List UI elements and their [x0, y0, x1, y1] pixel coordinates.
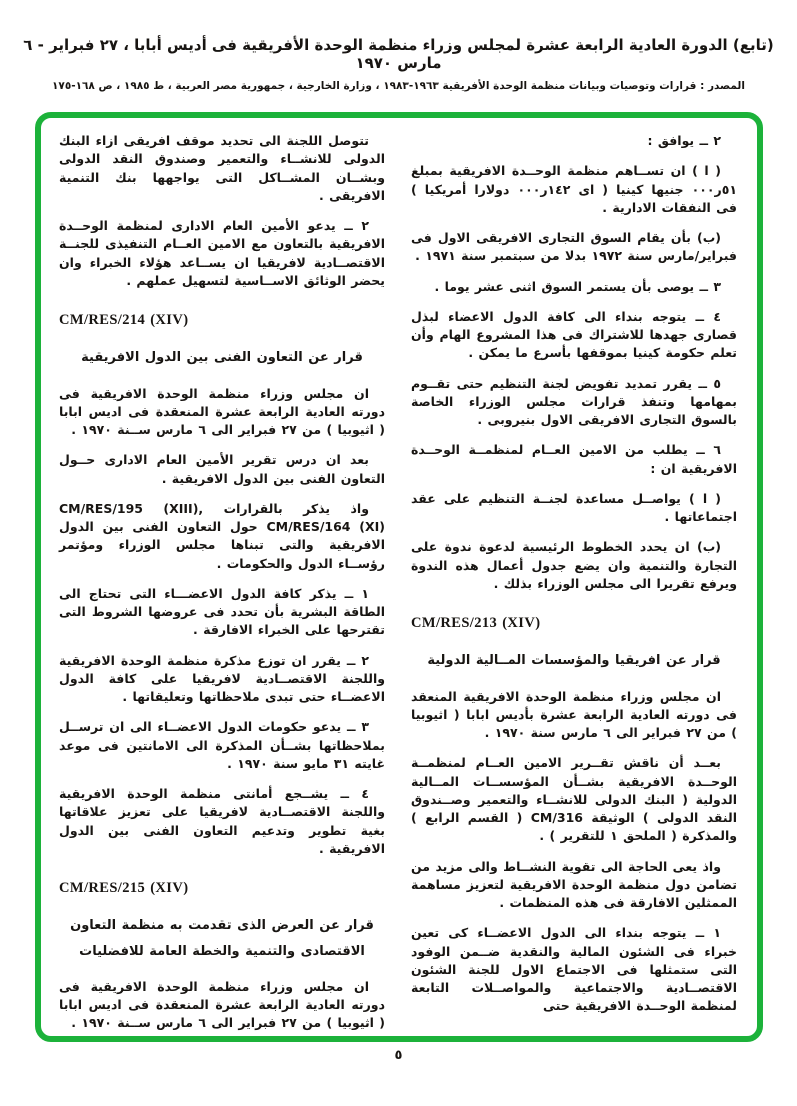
right-column — [411, 132, 737, 1028]
paragraph: ٤ ــ يتوجه بنداء الى كافة الدول الاعضاء لبذل قصارى جهدها للاشتراك فى هذا المشروع الهام وأن تعلم حكومة كينيا بموقفها بأسرع ما يمكن . — [411, 308, 737, 361]
paragraph: ٢ ــ يقرر ان توزع مذكرة منظمة الوحدة الافريقية واللجنة الاقتصــادية لافريقيا على كافة الدول الاعضــاء حتى تبدى ملاحظاتها وتعليقاتها . — [59, 652, 385, 704]
resolution-ref: CM/RES/214 (XIV) — [59, 312, 189, 328]
left-column — [59, 132, 385, 1031]
paragraph: واذ يذكر بالقرارات CM/RES/195 (XIII), CM/RES/164 (XI) حول التعاون الفنى بين الدول الافريقية والتى تبناها مجلس الوزراء ومؤتمر رؤســاء الدول والحكومات . — [59, 500, 385, 571]
paragraph: (ب) بأن يقام السوق التجارى الافريقى الاول فى فبراير/مارس سنة ١٩٧٢ بدلا من سبتمبر سنة ١٩٧١ . — [411, 230, 737, 264]
paragraph: ان مجلس وزراء منظمة الوحدة الافريقية فى دورته العادية الرابعة عشرة المنعقدة فى اديس ابابا ( اثيوبيا ) من ٢٧ فبراير الى ٦ مارس ســنة ١٩٧٠ . — [59, 385, 385, 437]
green-border-frame — [35, 112, 763, 1042]
paragraph: ٥ ــ يقرر تمديد تفويض لجنة التنظيم حتى تقــوم بمهامها وتنفذ قرارات مجلس الوزراء الخاصة بالسوق التجارى الافريقى الاول بنيروبى . — [411, 375, 737, 427]
page-number: ٥ — [394, 1048, 403, 1063]
resolution-ref: CM/RES/213 (XIV) — [411, 615, 541, 631]
resolution-ref: CM/RES/215 (XIV) — [59, 880, 189, 896]
paragraph: بعد ان درس تقرير الأمين العام الادارى حــول التعاون الفنى بين الدول الافريقية . — [59, 452, 385, 486]
paragraph: ٣ ــ يدعو حكومات الدول الاعضــاء الى ان ترســل بملاحظاتها بشــأن المذكرة الى الامانتين فى موعد غايته ٣١ مايو سنة ١٩٧٠ . — [59, 719, 385, 771]
paragraph: ٤ ــ يشــجع أمانتى منظمة الوحدة الافريقية واللجنة الاقتصــادية لافريقيا على تعزيز علاقاتها بغية تطوير وتدعيم التعاون الفنى بين الدول الافريقية . — [59, 786, 385, 856]
resolution-title: قرار عن العرض الذى تقدمت به منظمة التعاون الاقتصادى والتنمية والخطة العامة للافضليات — [70, 918, 374, 959]
source-citation: المصدر : قرارات وتوصيات وبيانات منظمة الوحدة الأفريقية ١٩٦٣-١٩٨٣ ، وزارة الخارجية ، جمهورية مصر العربية ، ط ١٩٨٥ ، ص ١٦٨-١٧٥ — [52, 80, 745, 92]
paragraph: ١ ــ يتوجه بنداء الى الدول الاعضــاء كى تعين خبراء فى الشئون المالية والنقدية ضــمن الوفود التى ستمثلها فى الاجتماع الاول للجنة الشئون الاقتصــادية والاجتماعية والمواصــلات التابعة لمنظمة الوحــدة الافريقية حتى — [411, 925, 737, 1014]
paragraph: ان مجلس وزراء منظمة الوحدة الافريقية المنعقد فى دورته العادية الرابعة عشرة بأديس ابابا ( اثيوبيا ) من ٢٧ فبراير الى ٦ مارس سنة ١٩٧٠ . — [411, 688, 737, 740]
resolution-title: قرار عن افريقيا والمؤسسات المــالية الدولية — [427, 653, 721, 669]
session-title: (تابع) الدورة العادية الرابعة عشرة لمجلس وزراء منظمة الوحدة الأفريقية فى أديس أبابا ، ٢٧ فبراير - ٦ مارس ١٩٧٠ — [23, 36, 774, 72]
paragraph: ان مجلس وزراء منظمة الوحدة الافريقية فى دورته العادية الرابعة عشرة المنعقدة فى اديس ابابا ( اثيوبيا ) من ٢٧ فبراير الى ٦ مارس ســنة ١٩٧٠ . — [59, 978, 385, 1031]
paragraph: ٦ ــ يطلب من الامين العــام لمنظمــة الوحــدة الافريقية ان : — [411, 442, 737, 476]
paragraph: ٢ ــ يدعو الأمين العام الادارى لمنظمة الوحــدة الافريقية بالتعاون مع الامين العــام التنفيذى للجنــة الاقتصــادية لافريقيا ان يســاعد هؤلاء الخبراء وان يحضر الوثائق الاســاسية لتسهيل عملهم . — [59, 218, 385, 288]
paragraph: تتوصل اللجنة الى تحديد موقف افريقى ازاء البنك الدولى للانشــاء والتعمير وصندوق النقد الدولى وبشــان المشــاكل التى يواجهها بنك التنمية الافريقى . — [59, 133, 385, 203]
paragraph: بعــد أن ناقش تقــرير الامين العــام لمنظمــة الوحــدة الافريقية بشــأن المؤسســات المــالية الدولية ( البنك الدولى للانشــاء والتعمير وصــندوق النقد الدولى ) الوثيقة CM/316 ( القسم الرابع ) والمذكرة ( الملحق ١ للتقرير ) . — [411, 755, 737, 844]
paragraph: ١ ــ يذكر كافة الدول الاعضـــاء التى تحتاج الى الطاقة البشرية بأن تحدد فى عروضها الشروط التى تقترحها على الخبراء الافارقة . — [59, 585, 385, 638]
resolution-title: قرار عن التعاون الفنى بين الدول الافريقية — [81, 350, 363, 366]
paragraph: ٣ ــ يوصى بأن يستمر السوق اثنى عشر يوما . — [434, 278, 721, 294]
paragraph: ( ا ) يواصــل مساعدة لجنــة التنظيم على عقد اجتماعاتها . — [411, 490, 737, 524]
paragraph: واذ يعى الحاجة الى تقوية النشــاط والى مزيد من تضامن دول منظمة الوحدة الافريقية لتعزيز مساهمة الممثلين الافارقة فى هذه المنظمات . — [411, 858, 737, 910]
paragraph: ( ا ) ان تســاهم منظمة الوحــدة الافريقية بمبلغ ٥١ر٠٠٠ جنيها كينيا ( اى ١٤٢ر٠٠٠ دولارا أمريكيا ) فى النفقات الادارية . — [411, 163, 737, 215]
paragraph: (ب) ان يحدد الخطوط الرئيسية لدعوة ندوة على التجارة والتنمية وان يضع جدول أعمال هذه الندوة ويرفع تقريرا الى مجلس الوزراء بذلك . — [411, 539, 737, 591]
page-header — [0, 36, 797, 92]
paragraph: ٢ ــ يوافق : — [647, 133, 721, 148]
